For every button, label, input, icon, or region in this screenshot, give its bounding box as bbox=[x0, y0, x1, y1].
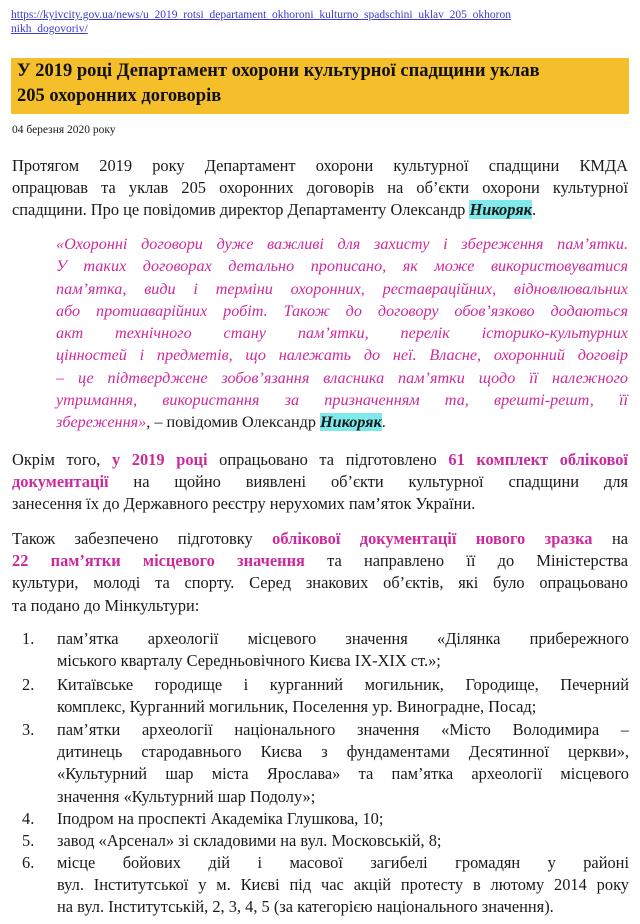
para3-line-3: культури, молоді та спорту. Серед знакових об’єктів, які було опрацьовано bbox=[12, 573, 628, 593]
list-line: пам’ятки археології національного значення «Місто Володимира – bbox=[57, 720, 629, 739]
article-title bbox=[11, 58, 629, 114]
list-line: вул. Інститутської у м. Києві під час акцій протесту в лютому 2014 року bbox=[57, 875, 629, 895]
list-number: 4. bbox=[22, 809, 35, 828]
quote-line: цінностей і предметів, що належать до неї. Власне, охоронний договір bbox=[56, 346, 628, 365]
title-line-2: 205 охоронних договорів bbox=[17, 86, 222, 106]
quote-line: «Охоронні договори дуже важливі для захисту і збереження пам’ятки. bbox=[56, 235, 628, 253]
quote-end: . bbox=[381, 413, 386, 432]
intro-line-1: Протягом 2019 року Департамент охорони культурної спадщини КМДА bbox=[12, 156, 628, 175]
para2-text: Окрім того, bbox=[12, 450, 101, 469]
quote-line: – це підтверджене зобов’язання власника пам’ятки щодо її належного bbox=[56, 368, 628, 387]
para3-line-4: та подано до Мінкультури: bbox=[12, 595, 200, 615]
para3-line-1 bbox=[12, 528, 628, 550]
quote-last-line bbox=[56, 411, 628, 433]
list-number: 2. bbox=[22, 675, 35, 694]
list-line: пам’ятка археології місцевого значення «Ділянка прибережного bbox=[57, 629, 629, 648]
processed-documents-paragraph bbox=[12, 449, 628, 516]
director-name-highlight: Никоряк bbox=[469, 200, 532, 220]
intro-paragraph bbox=[12, 155, 628, 222]
list-line: «Культурний шар міста Ярослава» та пам’ятка археології місцевого bbox=[57, 764, 629, 784]
list-number: 1. bbox=[22, 629, 35, 648]
new-documentation-paragraph bbox=[12, 528, 628, 617]
list-number: 6. bbox=[22, 853, 35, 872]
list-line: комплекс, Курганний могильник, Поселення ур. Виноградне, Посад; bbox=[57, 697, 537, 717]
list-line: Китаївське городище і курганний могильник, Городище, Печерний bbox=[57, 675, 629, 694]
director-quote bbox=[56, 233, 628, 434]
list-number: 3. bbox=[22, 720, 35, 739]
para3-text: на bbox=[611, 529, 628, 548]
para2-text: на щойно виявлені об’єкти культурної спадщини для bbox=[133, 472, 628, 492]
list-line: завод «Арсенал» зі складовими на вул. Московській, 8; bbox=[57, 831, 442, 850]
para3-line-2 bbox=[12, 550, 628, 572]
quote-last-italic: збереження» bbox=[56, 413, 147, 432]
year-highlight: у 2019 році bbox=[111, 450, 208, 469]
list-line: місце бойових дій і масової загибелі громадян у районі bbox=[57, 853, 629, 872]
list-line: на вул. Інститутській, 2, 3, 4, 5 (за категорією національного значення). bbox=[57, 897, 554, 917]
para3-text: Також забезпечено підготовку bbox=[12, 529, 253, 548]
source-url-link[interactable] bbox=[11, 8, 631, 36]
quote-attribution: , – повідомив Олександр bbox=[146, 413, 316, 432]
publication-date: 04 березня 2020 року bbox=[12, 124, 116, 136]
para2-line-2 bbox=[12, 471, 628, 493]
list-line: значення «Культурний шар Подолу»; bbox=[57, 786, 316, 806]
para3-text: та направлено її до Міністерства bbox=[327, 551, 628, 571]
list-line: дитинець стародавнього Києва з фундаментами Десятинної церкви», bbox=[57, 742, 629, 762]
intro-line-3-text: спадщини. Про це повідомив директор Департаменту Олександр bbox=[12, 200, 466, 220]
monuments-count-highlight: 22 пам’ятки місцевого значення bbox=[12, 551, 305, 571]
intro-line-2: опрацював та уклав 205 охоронних договорів на об’єкти охорони культурної bbox=[12, 178, 628, 198]
para2-text: опрацьовано та підготовлено bbox=[219, 450, 437, 469]
quote-line: або протиаварійних робіт. Також до договору обов’язково додаються bbox=[56, 301, 628, 320]
source-url-line-2[interactable]: nikh_dogovoriv/ bbox=[11, 23, 88, 35]
quote-line: акт технічного стану пам’ятки, перелік історико-культурних bbox=[56, 324, 628, 343]
list-line: міського кварталу Середньовічного Києва IX-XIX ст.»; bbox=[57, 651, 441, 671]
para2-line-1 bbox=[12, 449, 628, 471]
list-number: 5. bbox=[22, 831, 35, 850]
source-url-line-1[interactable]: https://kyivcity.gov.ua/news/u_2019_rotsi_departament_okhoroni_kulturno_spadschini_uklav_205_okhoron bbox=[11, 9, 511, 21]
director-name-highlight: Никоряк bbox=[320, 413, 382, 432]
quote-line: У таких договорах детально прописано, як може використовуватися bbox=[56, 257, 628, 276]
documentation-highlight: документації bbox=[12, 472, 109, 492]
intro-line-3 bbox=[12, 199, 628, 221]
new-documentation-highlight: облікової документації нового зразка bbox=[272, 529, 593, 548]
intro-line-3-end: . bbox=[531, 200, 537, 220]
document-count-highlight: 61 комплект облікової bbox=[448, 450, 628, 469]
list-line: Іподром на проспекті Академіка Глушкова, 10; bbox=[57, 809, 384, 828]
para2-line-3: занесення їх до Державного реєстру нерухомих пам’яток України. bbox=[12, 494, 476, 514]
quote-line: утримання, використання за призначенням та, врешті-решт, її bbox=[56, 391, 628, 410]
quote-line: пам’ятка, види і терміни охоронних, реставраційних, відновлювальних bbox=[56, 279, 628, 298]
title-line-1: У 2019 році Департамент охорони культурної спадщини уклав bbox=[17, 61, 540, 81]
